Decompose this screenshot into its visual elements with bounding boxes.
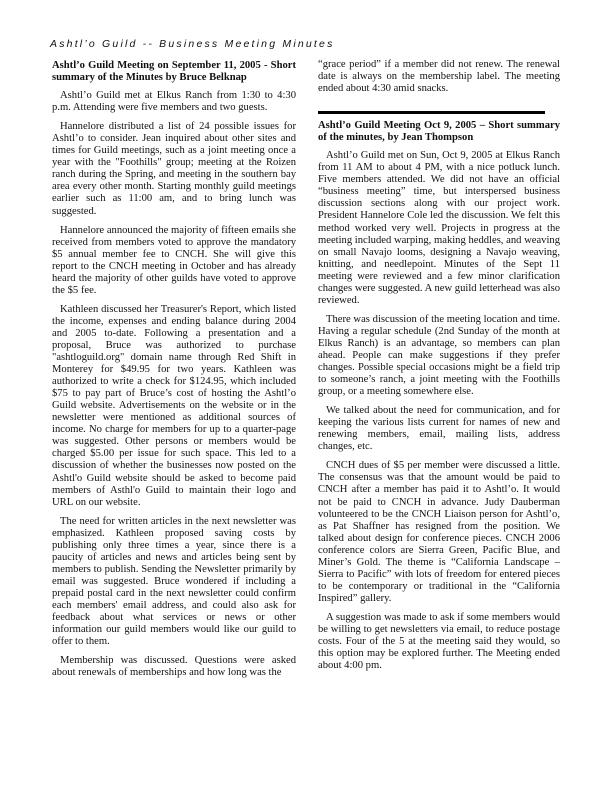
article2-paragraph: CNCH dues of $5 per member were discussed a little. The consensus was that the amount would be paid to CNCH after a member has paid it to Ashtl’o. It would not be paid to CNCH in advance. Judy Dauberman volunteered to be the CNCH Liaison person for Ashtl’o, as Pat Shaffner has resigned from the position. We talked about design for conference pieces. CNCH 2006 conference colors are Sierra Green, Pacific Blue, and Miner’s Gold. The theme is “California Landscape – Sierra to Pacific” with lots of freedom for entered pieces to be contemporary or traditional in the “California Inspired” gallery. — [318, 460, 560, 604]
section-divider — [318, 111, 545, 114]
article1-paragraph: Hannelore distributed a list of 24 possible issues for Ashtl’o to consider. Jean inquired about other sites and times for Guild meetings, such as a joint meeting once a year with the "Foothills" group; meeting at the Roizen ranch during the Spring, and meeting in the southern bay area every other month. Starting monthly guild meetings earlier such as 11:00 am, and to bring lunch was suggested. — [52, 121, 296, 217]
article1-title: Ashtl’o Guild Meeting on September 11, 2005 - Short summary of the Minutes by Bruce Belknap — [52, 60, 296, 84]
article2-paragraph: Ashtl’o Guild met on Sun, Oct 9, 2005 at Elkus Ranch from 11 AM to about 4 PM, with a nice potluck lunch. Five members attended. We did not have an official “business meeting” time, but interspersed business discussion sections along with our project work. President Hannelore Cole led the discussion. We felt this method worked very well. Projects in progress at the meeting included warping, making heddles, and weaving on small Navajo looms, designing a Navajo weaving, knitting, and needlepoint. Minutes of the Sept 11 meeting were reviewed and a few minor clarification changes were suggested. A new guild letterhead was also reviewed. — [318, 150, 560, 306]
article1-paragraph: Hannelore announced the majority of fifteen emails she received from members voted to approve the mandatory $5 annual member fee to CNCH. She will give this report to the CNCH meeting in October and has already heard the majority of other guilds have voted to approve the $5 fee. — [52, 224, 296, 296]
article1-paragraph: Ashtl’o Guild met at Elkus Ranch from 1:30 to 4:30 p.m. Attending were five members and two guests. — [52, 90, 296, 114]
left-column — [52, 60, 296, 686]
page-header: Ashtl’o Guild -- Business Meeting Minutes — [50, 38, 335, 50]
article2-title: Ashtl’o Guild Meeting Oct 9, 2005 – Short summary of the minutes, by Jean Thompson — [318, 120, 560, 144]
article2-paragraph: We talked about the need for communication, and for keeping the various lists current for names of new and renewing members, email, mailing lists, address changes, etc. — [318, 405, 560, 453]
article1-paragraph: The need for written articles in the next newsletter was emphasized. Kathleen proposed saving costs by publishing only three times a year, since there is a paucity of articles and news and articles being sent by members to publish. Sending the Newsletter primarily by email was suggested. Bruce wondered if including a prepaid postal card in the next newsletter could confirm each members' email address, and could also ask for feedback about what services or news or other information our guild members would like our guild to offer to them. — [52, 515, 296, 648]
article2-paragraph: A suggestion was made to ask if some members would be willing to get newsletters via email, to reduce postage costs. Four of the 5 at the meeting said they would, so this option may be explored further. The Meeting ended about 4:00 pm. — [318, 611, 560, 672]
article2-paragraph: There was discussion of the meeting location and time. Having a regular schedule (2nd Sunday of the month at Elkus Ranch) is an advantage, so members can plan ahead. People can make suggestions if they prefer changes. Possible special occasions might be a field trip to someone’s ranch, a joint meeting with the Foothills group, or a meeting somewhere else. — [318, 313, 560, 398]
article1-paragraph: Membership was discussed. Questions were asked about renewals of memberships and how long was the — [52, 655, 296, 679]
right-column — [318, 59, 560, 679]
article1-continuation: “grace period” if a member did not renew. The renewal date is always on the membership label. The meeting ended about 4:30 amid snacks. — [318, 59, 560, 95]
article1-paragraph: Kathleen discussed her Treasurer's Report, which listed the income, expenses and ending balance during 2004 and 2005 to-date. Following a presentation and a proposal, Bruce was authorized to purchase "ashtloguild.org" domain name through Red Shift in Monterey for $49.95 for two years. Kathleen was authorized to write a check for $124.95, which included $75 to pay part of Bruce’s cost of hosting the Ashtl’o Guild website. Advertisements on the website or in the newsletter were mentioned as additional sources of income. No charge for members for up to a quarter-page was suggested. Other persons or members would be charged $5.00 per issue for such space. This led to a discussion of whether the businesses now posted on the Ashtl'o Guild website should be asked to become paid members of Asthl'o Guild to maintain their logo and URL on our website. — [52, 303, 296, 508]
